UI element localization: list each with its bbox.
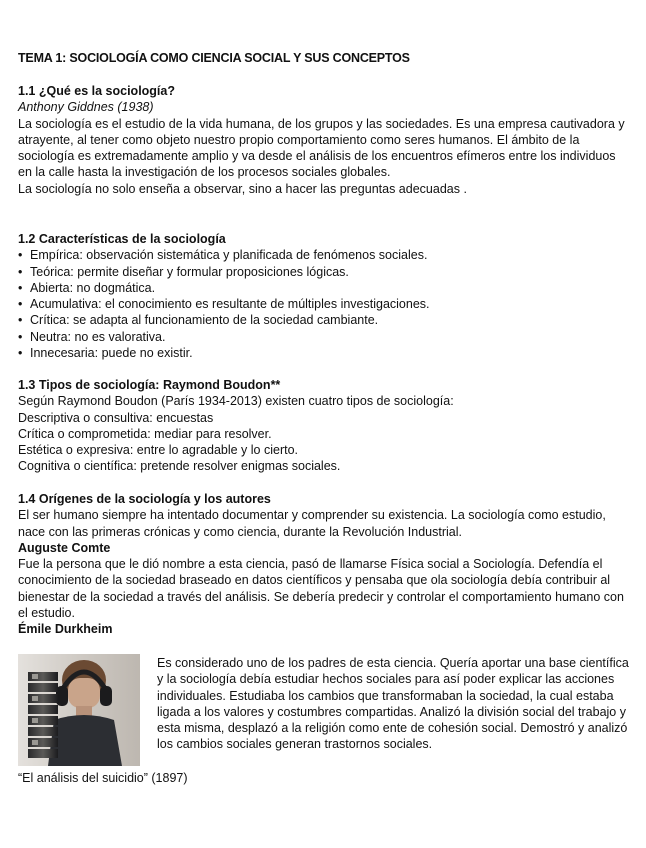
durkheim-section [18, 652, 630, 768]
section-1-4-intro: El ser humano siempre ha intentado documentar y comprender su existencia. La sociología como estudio, nace con las primeras crónicas y como ciencia, durante la Revolución Industrial. [18, 508, 606, 539]
section-1-3 [18, 377, 628, 475]
list-item [18, 247, 628, 263]
section-heading-1-3: 1.3 Tipos de sociología: Raymond Boudon** [18, 378, 281, 392]
list-item [18, 345, 628, 361]
list-item-text: Abierta: no dogmática. [30, 280, 156, 295]
section-heading-1-2: 1.2 Características de la sociología [18, 232, 226, 246]
bullet-icon: • [18, 280, 23, 295]
section-heading-1-1: 1.1 ¿Qué es la sociología? [18, 84, 175, 98]
author-name-comte: Auguste Comte [18, 540, 111, 555]
list-item [18, 329, 628, 345]
section-1-3-intro: Según Raymond Boudon (París 1934-2013) existen cuatro tipos de sociología: [18, 394, 454, 409]
section-1-1 [18, 83, 628, 197]
sociology-type: Cognitiva o científica: pretende resolver enigmas sociales. [18, 459, 341, 474]
author-photo [18, 654, 140, 766]
list-item-text: Innecesaria: puede no existir. [30, 346, 193, 361]
portrait-image [18, 654, 140, 766]
section-heading-1-4: 1.4 Orígenes de la sociología y los autores [18, 492, 271, 506]
section-1-1-paragraph-2: La sociología no solo enseña a observar, sino a hacer las preguntas adecuadas . [18, 181, 467, 196]
list-item [18, 264, 628, 280]
list-item [18, 280, 628, 296]
list-item-text: Teórica: permite diseñar y formular proposiciones lógicas. [30, 264, 349, 279]
author-line: Anthony Giddnes (1938) [18, 100, 154, 115]
sociology-type: Estética o expresiva: entre lo agradable y lo cierto. [18, 443, 299, 458]
list-item-text: Neutra: no es valorativa. [30, 329, 166, 344]
list-item-text: Empírica: observación sistemática y planificada de fenómenos sociales. [30, 248, 428, 263]
list-item [18, 296, 628, 312]
section-1-1-paragraph-1: La sociología es el estudio de la vida humana, de los grupos y las sociedades. Es una empresa cautivadora y atrayente, al tener como objeto nuestro propio comportamiento como seres humanos. El ámbito de la sociología es extremadamente amplio y va desde el análisis de los encuentros efímeros entre los individuos en la calle hasta la investigación de los procesos sociales globales. [18, 116, 625, 180]
bullet-icon: • [18, 264, 23, 279]
section-1-4 [18, 491, 628, 638]
work-citation: “El análisis del suicidio” (1897) [18, 771, 188, 785]
section-1-2 [18, 231, 628, 361]
author-name-durkheim: Émile Durkheim [18, 622, 113, 637]
comte-description: Fue la persona que le dió nombre a esta ciencia, pasó de llamarse Física social a Sociología. Defendía el conocimiento de la sociedad braseado en datos científicos y pensaba que ola sociología debía contribuir al bienestar de la sociedad a través del análisis. Se debería predecir y controlar el comportamiento humano con el estudio. [18, 557, 624, 621]
bullet-icon: • [18, 329, 23, 344]
list-item-text: Acumulativa: el conocimiento es resultante de múltiples investigaciones. [30, 297, 430, 312]
bullet-icon: • [18, 297, 23, 312]
document-title: TEMA 1: SOCIOLOGÍA COMO CIENCIA SOCIAL Y SUS CONCEPTOS [18, 51, 410, 65]
sociology-type: Crítica o comprometida: mediar para resolver. [18, 426, 272, 441]
bullet-icon: • [18, 313, 23, 328]
list-item-text: Crítica: se adapta al funcionamiento de la sociedad cambiante. [30, 313, 379, 328]
bullet-icon: • [18, 346, 23, 361]
sociology-type: Descriptiva o consultiva: encuestas [18, 410, 214, 425]
bullet-icon: • [18, 248, 23, 263]
list-item [18, 312, 628, 328]
characteristics-list [18, 247, 628, 361]
durkheim-description: Es considerado uno de los padres de esta ciencia. Quería aportar una base científica y la sociología debía estudiar hechos sociales para así poder explicar las acciones individuales. Estudiaba los cambios que transformaban la sociedad, la cual estaba ligada a los valores y costumbres compartidas. Analizó la división social del trabajo y esta misma, desplazó a la religión como ente de cohesión social. Demostró y analizó los cambios sociales generan trastornos sociales. [157, 656, 629, 752]
